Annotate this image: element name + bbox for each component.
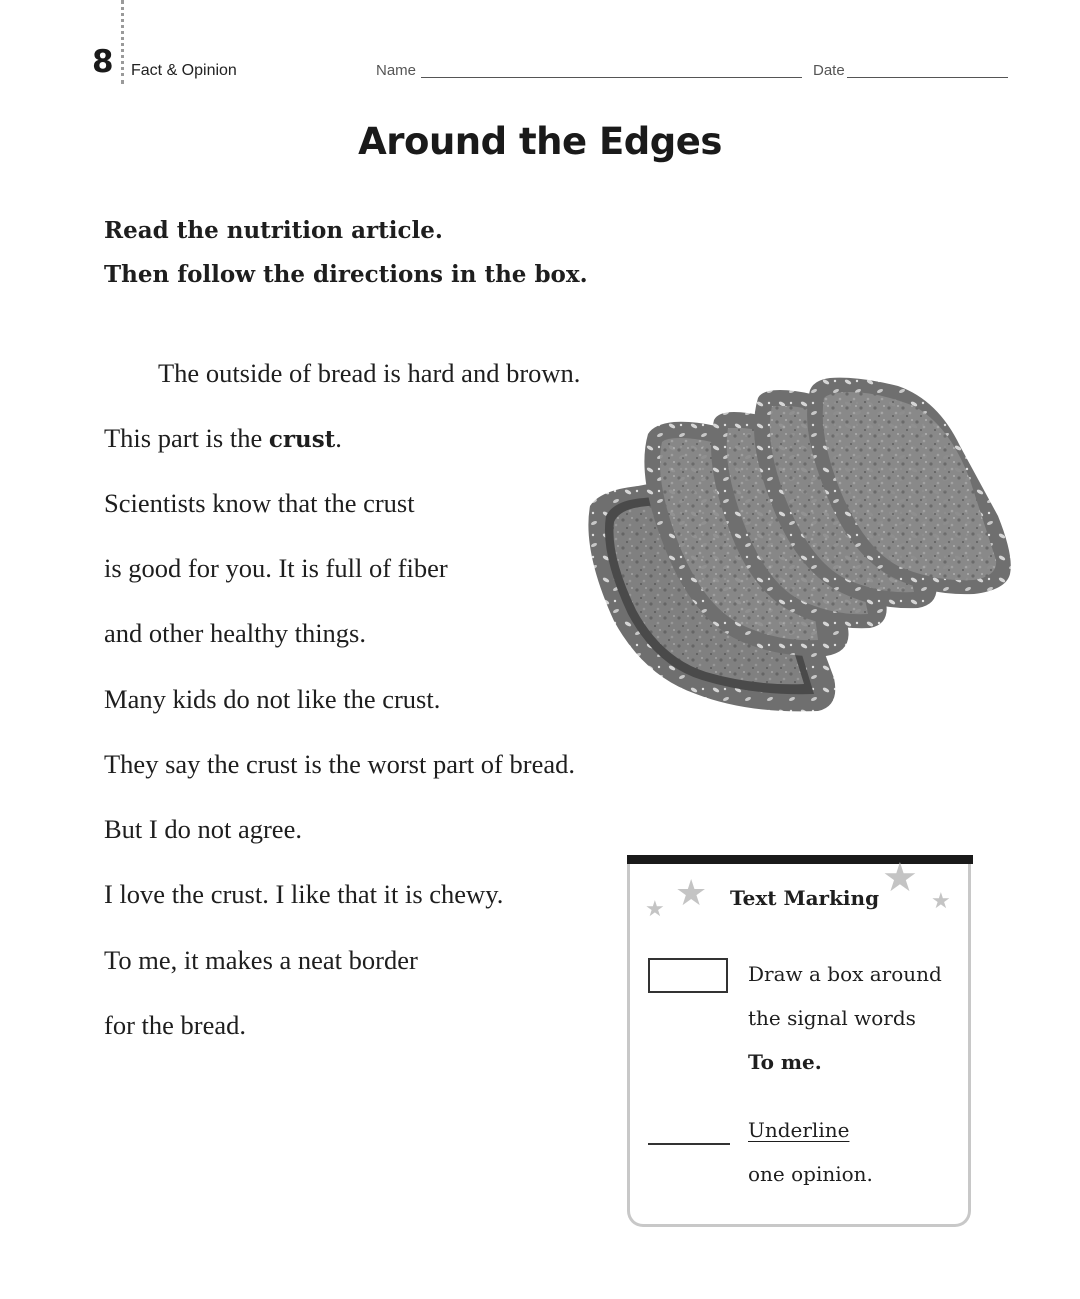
article-line: I love the crust. I like that it is chewy.	[104, 879, 504, 909]
star-icon: ★	[675, 873, 708, 914]
text-marking-title: Text Marking	[730, 886, 880, 910]
article-line: for the bread.	[104, 1010, 246, 1040]
article-line: Many kids do not like the crust.	[104, 684, 441, 714]
star-icon: ★	[931, 889, 951, 914]
signal-words: To me.	[748, 1050, 822, 1074]
dotted-margin-divider	[121, 0, 124, 84]
name-label: Name	[376, 62, 417, 79]
star-icon: ★	[882, 855, 918, 901]
underline-marking-symbol	[648, 1143, 730, 1145]
date-label: Date	[813, 62, 845, 79]
page-number: 8	[92, 44, 114, 80]
article-line: The outside of bread is hard and brown.	[158, 358, 581, 388]
article-line: and other healthy things.	[104, 618, 366, 648]
instruction-line: Then follow the directions in the box.	[104, 261, 588, 288]
star-icon: ★	[645, 897, 665, 922]
box-direction-line: the signal words	[748, 1006, 916, 1030]
box-marking-symbol	[648, 958, 728, 993]
text-marking-header-bar	[627, 855, 973, 864]
page-title: Around the Edges	[358, 120, 722, 163]
date-field[interactable]	[847, 77, 1008, 78]
section-label: Fact & Opinion	[131, 62, 237, 79]
underline-direction-line: Underline	[748, 1118, 850, 1142]
article-line: To me, it makes a neat border	[104, 945, 418, 975]
article-line: But I do not agree.	[104, 814, 302, 844]
box-direction-line: Draw a box around	[748, 962, 942, 986]
instruction-line: Read the nutrition article.	[104, 217, 443, 244]
article-line: Scientists know that the crust	[104, 488, 415, 518]
article-line: This part is the crust.	[104, 423, 342, 453]
article-line: They say the crust is the worst part of bread.	[104, 749, 575, 779]
keyword-crust: crust	[268, 426, 336, 453]
bread-slices-image	[578, 376, 1018, 721]
underline-direction-line: one opinion.	[748, 1162, 873, 1186]
name-field[interactable]	[421, 77, 802, 78]
article-line: is good for you. It is full of fiber	[104, 553, 448, 583]
